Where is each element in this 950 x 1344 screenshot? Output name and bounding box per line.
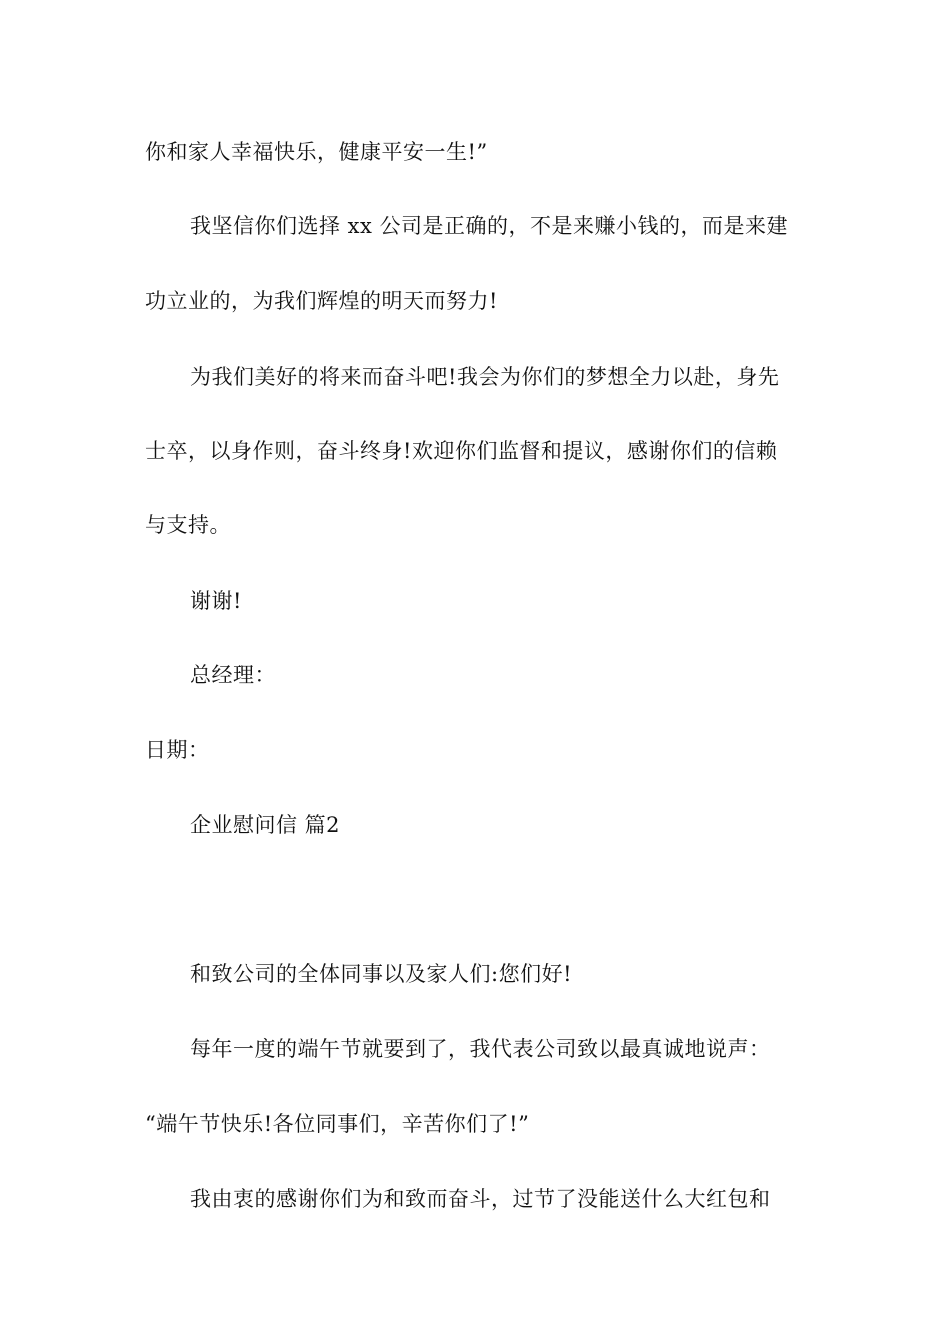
- text-line-strive-cont: 士卒，以身作则，奋斗终身!欢迎你们监督和提议，感谢你们的信赖: [145, 439, 778, 463]
- text-line-gratitude: 我由衷的感谢你们为和致而奋斗，过节了没能送什么大红包和: [190, 1187, 771, 1211]
- text-line-belief: 我坚信你们选择 xx 公司是正确的，不是来赚小钱的，而是来建: [190, 214, 789, 238]
- text-line-support: 与支持。: [145, 513, 231, 537]
- salutation: 和致公司的全体同事以及家人们:您们好!: [190, 962, 573, 986]
- text-line-greeting: “端午节快乐!各位同事们，辛苦你们了!”: [145, 1112, 530, 1136]
- text-line-closing-wish: 你和家人幸福快乐，健康平安一生!”: [145, 140, 488, 164]
- text-line-strive: 为我们美好的将来而奋斗吧!我会为你们的梦想全力以赴，身先: [190, 365, 780, 389]
- text-line-festival: 每年一度的端午节就要到了，我代表公司致以最真诚地说声：: [190, 1037, 771, 1061]
- section-title: 企业慰问信 篇2: [190, 813, 341, 837]
- signature-label: 总经理：: [190, 663, 276, 687]
- text-line-belief-cont: 功立业的，为我们辉煌的明天而努力!: [145, 289, 498, 313]
- date-label: 日期：: [145, 738, 210, 762]
- text-line-thanks: 谢谢!: [190, 589, 242, 613]
